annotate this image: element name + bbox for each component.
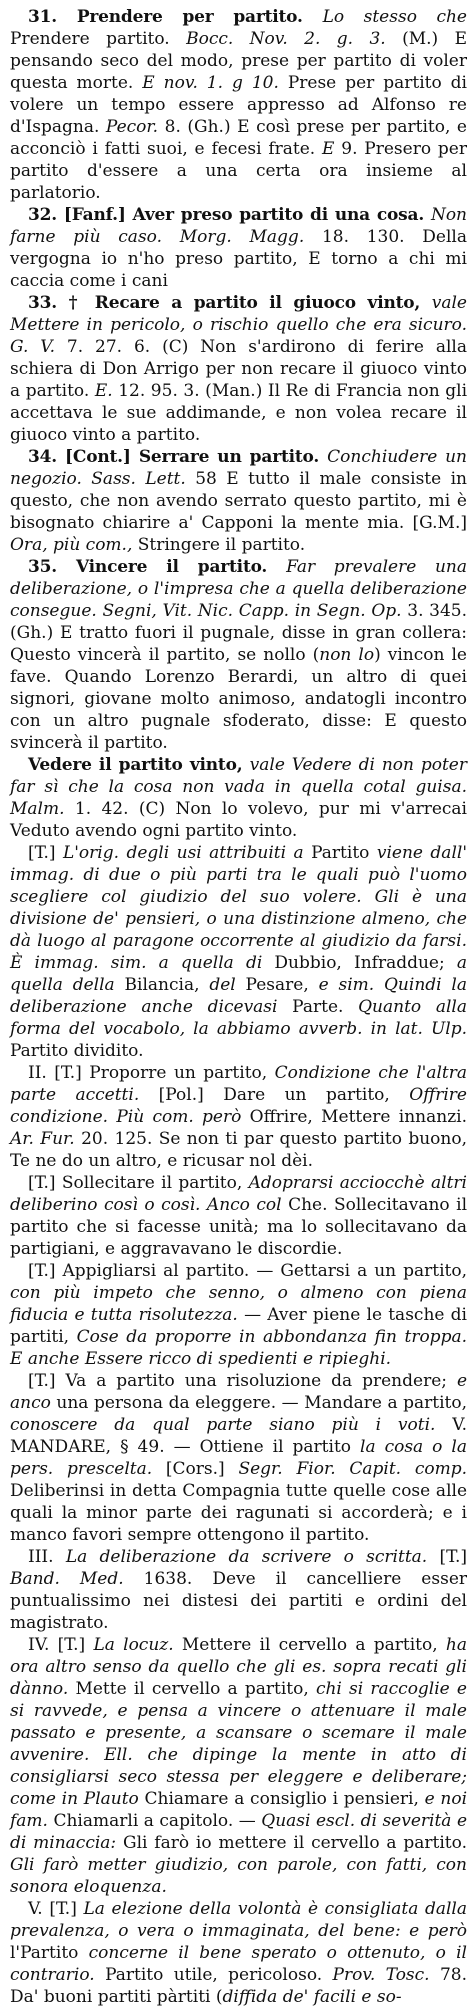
- dictionary-entry: [10, 1546, 467, 1634]
- entry-italic-text: Bocc. Nov. 2. g. 3.: [186, 29, 403, 49]
- entry-italic-text: la cosa o la pers. prescelta.: [10, 1437, 467, 1479]
- entry-text: Parte.: [292, 997, 359, 1017]
- entry-text: Partito dividito.: [10, 1041, 144, 1061]
- entry-text: 18. 130. Della vergogna io n'ho preso partito, E torno a chi mi caccia come i cani: [10, 227, 467, 291]
- entry-text: 8. (Gh.) E così prese per partito, e acconciò i fatti suoi, e fecesi frate.: [10, 117, 467, 159]
- entry-text: ) vincon le fave. Quando Lorenzo Berardi, un altro di quei signori, giovane molto animoso, andatogli incontro con un altro pugnale sfoderato, disse: E questo svincerà il partito.: [10, 645, 467, 753]
- entry-italic-text: Band. Med.: [10, 1569, 144, 1589]
- entry-text: IV. [T.]: [28, 1635, 94, 1655]
- entry-text: V. [T.]: [28, 1899, 84, 1919]
- entry-italic-text: Quanto alla forma del vocabolo, la abbiamo avverb. in lat. Ulp.: [10, 997, 467, 1039]
- entry-headword: 31. Prendere per partito.: [28, 7, 323, 27]
- entry-text: Mette il cervello a partito,: [75, 1679, 316, 1699]
- dictionary-entry: [10, 1898, 467, 2008]
- entry-text: 58 E tutto il male consiste in questo, che non avendo serrato questo partito, mi è bisognato chiarire a' Capponi la mente mia. [G.M.]: [10, 469, 467, 533]
- entry-text: Gli farò io mettere il cervello a partito.: [123, 1833, 467, 1853]
- entry-headword: 35. Vincere il partito.: [28, 557, 287, 577]
- entry-italic-text: concerne il bene sperato o ottenuto, o il contrario.: [10, 1943, 467, 1985]
- entry-italic-text: Prov. Tosc.: [332, 1965, 440, 1985]
- entry-text: Che. Sollecitavano il partito che si facesse unità; ma lo sollecitavano da partigiani, e aggravavano le discordie.: [10, 1195, 468, 1259]
- entry-text: Mettere il cervello a partito,: [181, 1635, 446, 1655]
- dictionary-entry: [10, 1370, 467, 1546]
- entry-text: 7. 27. 6. (C) Non s'ardirono di ferire alla schiera di Don Arrigo per non recare il giuoco vinto a partito.: [10, 337, 467, 401]
- entry-italic-text: Ora, più com.,: [10, 535, 138, 555]
- entry-text: Chiamarli a capitolo. —: [53, 1811, 262, 1831]
- entry-italic-text: Non farne più caso. Morg. Magg.: [10, 205, 467, 247]
- entry-text: una persona da eleggere. — Mandare a partito,: [56, 1393, 467, 1413]
- entry-text: 12. 95. 3. (Man.) Il Re di Francia non gli accettava le sue addimande, e non volea recare il giuoco vinto a partito.: [10, 381, 468, 445]
- entry-italic-text: Adoprarsi acciocchè altri deliberino così o così. Anco col: [10, 1173, 467, 1215]
- entry-italic-text: diffida de' facili e so-: [222, 1987, 402, 2007]
- entry-italic-text: viene dall' immag. di due o più parti tra le quali può l'uomo scegliere col giudizio del suo volere. Gli è una divisione de' pensieri, o una distinzione almeno, che dà luogo al paragone occorrente al giudizio da farsi. È immag. sim. a quella di: [10, 843, 467, 973]
- entry-italic-text: La locuz.: [93, 1635, 182, 1655]
- entry-italic-text: Ar. Fur.: [10, 1129, 82, 1149]
- dictionary-entry: [10, 842, 467, 1062]
- entry-text: III.: [28, 1547, 66, 1567]
- entry-italic-text: con più impeto che senno, o almeno con piena fiducia e tutta risolutezza.: [10, 1283, 467, 1325]
- entry-italic-text: vale Vedere di non poter far sì che la cosa non vada in quella cotal guisa. Malm.: [10, 755, 467, 819]
- entry-text: 9. Presero per partito d'essere a una certa ora insieme al parlatorio.: [10, 139, 467, 203]
- entry-text: l'Partito: [10, 1943, 89, 1963]
- entry-text: (M.) E pensando seco del modo, prese per partito di voler questa morte.: [10, 29, 467, 93]
- entry-text: Partito utile, pericoloso.: [105, 1965, 333, 1985]
- entry-italic-text: conoscere da qual parte siano più i voti.: [10, 1415, 453, 1435]
- entry-italic-text: E.: [94, 381, 119, 401]
- entry-text: Prese per partito di volere un tempo essere appresso ad Alfonso re d'Ispagna.: [10, 73, 467, 137]
- entry-italic-text: E: [322, 139, 342, 159]
- entry-text: 78. Da' buoni partiti pàrtiti (: [10, 1965, 467, 2007]
- entry-italic-text: Quasi escl. di severità e di minaccia:: [10, 1811, 467, 1853]
- entry-italic-text: Gli farò metter giudizio, con parole, con fatti, con sonora eloquenza.: [10, 1855, 467, 1897]
- entry-italic-text: e noi fam.: [10, 1789, 468, 1831]
- entry-text: Prendere partito.: [10, 29, 187, 49]
- entry-italic-text: e anco: [10, 1371, 467, 1413]
- entry-headword: Vedere il partito vinto,: [28, 755, 250, 775]
- entry-text: [T.] Appigliarsi al partito. — Gettarsi a un partito,: [28, 1261, 467, 1281]
- entry-headword: 33. † Recare a partito il giuoco vinto,: [28, 293, 432, 313]
- entry-italic-text: a quella della: [10, 953, 467, 995]
- entry-italic-text: La elezione della volontà è consigliata dalla prevalenza, o vera o immaginata, del bene: e però: [10, 1899, 468, 1941]
- dictionary-entry: [10, 204, 467, 292]
- entry-headword: 32. [Fanf.] Aver preso partito di una cosa.: [28, 205, 431, 225]
- entry-text: Partito: [311, 843, 377, 863]
- entry-italic-text: Conchiudere un negozio. Sass. Lett.: [10, 447, 467, 489]
- entry-text: 1638. Deve il cancelliere esser puntualissimo nei distesi dei partiti e ordini del magistrato.: [10, 1569, 467, 1633]
- entry-italic-text: chi si raccoglie e si ravvede, e pensa a vincere o attenuare il male passato e presente, a scansare o scemare il male avvenire. Ell. che dipinge la mente in atto di consigliarsi seco stessa per eleggere e deliberare; come in Plauto: [10, 1679, 467, 1809]
- entry-text: [T.]: [28, 843, 63, 863]
- entry-text: V. MANDARE, § 49. — Ottiene il partito: [10, 1415, 467, 1457]
- entry-italic-text: Condizione che l'altra parte accetti.: [10, 1063, 468, 1105]
- dictionary-entry: [10, 754, 467, 842]
- dictionary-entry: [10, 6, 467, 204]
- entry-text: 1. 42. (C) Non lo volevo, pur mi v'arrecai Veduto avendo ogni partito vinto.: [10, 799, 467, 841]
- entry-text: [Pol.] Dare un partito,: [158, 1085, 410, 1105]
- entry-italic-text: Cose da proporre in abbondanza fin troppa. E anche: [10, 1327, 467, 1369]
- entry-text: [T.] Va a partito una risoluzione da prendere;: [28, 1371, 457, 1391]
- dictionary-entry: [10, 1172, 467, 1260]
- entry-italic-text: Far prevalere una deliberazione, o l'impresa che a quella deliberazione consegue. Segni, Vit. Nic. Capp. in Segn. Op.: [10, 557, 467, 621]
- entry-italic-text: del: [209, 975, 246, 995]
- entry-text: 20. 125. Se non ti par questo partito buono, Te ne do un altro, e ricusar nol dèi.: [10, 1129, 468, 1171]
- entry-text: Chiamare a consiglio i pensieri,: [144, 1789, 425, 1809]
- entry-italic-text: non lo: [319, 645, 375, 665]
- entry-text: Dubbio, Infraddue;: [274, 953, 457, 973]
- entry-text: II. [T.] Proporre un partito,: [28, 1063, 275, 1083]
- entry-text: [T.]: [439, 1547, 467, 1567]
- dictionary-entry: [10, 1634, 467, 1898]
- entry-italic-text: Pecor.: [105, 117, 165, 137]
- entry-italic-text: L'orig. degli usi attribuiti a: [62, 843, 312, 863]
- dictionary-entry: [10, 1260, 467, 1370]
- dictionary-entry: [10, 556, 467, 754]
- entry-text: Stringere il partito.: [137, 535, 306, 555]
- entry-text: [T.] Sollecitare il partito,: [28, 1173, 249, 1193]
- entry-italic-text: vale Mettere in pericolo, o rischio quello che era sicuro. G. V.: [10, 293, 467, 357]
- entry-italic-text: e sim. Quindi la deliberazione anche dicevasi: [10, 975, 467, 1017]
- entry-text: Pesare,: [245, 975, 319, 995]
- entry-italic-text: Essere ricco di spedienti e ripieghi.: [84, 1349, 392, 1369]
- entry-text: Offrire, Mettere innanzi.: [249, 1107, 468, 1127]
- entry-text: [Cors.]: [165, 1459, 239, 1479]
- dictionary-entry: [10, 446, 467, 556]
- dictionary-entry: [10, 1062, 467, 1172]
- dictionary-entry: [10, 292, 467, 446]
- entry-italic-text: Segr. Fior. Capit. comp.: [238, 1459, 467, 1479]
- entry-italic-text: Lo stesso che: [322, 7, 467, 27]
- entry-italic-text: Offrire condizione. Più com. però: [10, 1085, 467, 1127]
- entry-text: 3. 345. (Gh.) E tratto fuori il pugnale, disse in gran collera: Questo vincerà il partito, se nollo (: [10, 601, 467, 665]
- entry-text: Bilancia,: [124, 975, 210, 995]
- entry-headword: 34. [Cont.] Serrare un partito.: [28, 447, 328, 467]
- entry-text: Deliberinsi in detta Compagnia tutte quelle cose alle quali la minor parte dei ragunati si accorderà; e i manco favori sempre ottengono il partito.: [10, 1481, 467, 1545]
- entry-italic-text: ha ora altro senso da quello che gli es. sopra recati gli dànno.: [10, 1635, 467, 1699]
- entry-italic-text: E nov. 1. g 10.: [142, 73, 288, 93]
- entry-italic-text: La deliberazione da scrivere o scritta.: [65, 1547, 440, 1567]
- entry-text: — Aver piene le tasche di partiti,: [10, 1305, 467, 1347]
